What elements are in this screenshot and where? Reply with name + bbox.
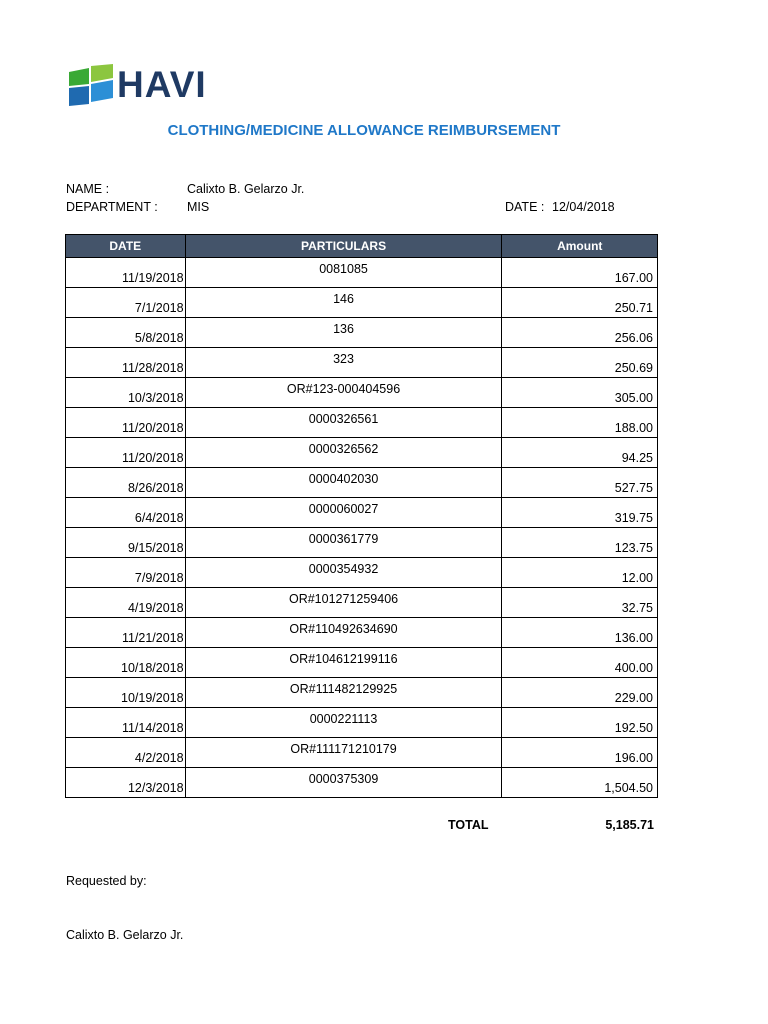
name-value: Calixto B. Gelarzo Jr. bbox=[187, 182, 305, 196]
table-row bbox=[66, 708, 658, 738]
table-row bbox=[66, 318, 658, 348]
table-row bbox=[66, 408, 658, 438]
table-row bbox=[66, 348, 658, 378]
total-label: TOTAL bbox=[448, 818, 489, 832]
row-particulars: 0000361779 bbox=[308, 532, 379, 546]
row-date-cell bbox=[66, 528, 186, 558]
havi-logo-mark-icon bbox=[69, 64, 115, 108]
row-amount: 229.00 bbox=[614, 691, 653, 705]
row-amount-cell bbox=[502, 708, 658, 738]
table-row bbox=[66, 738, 658, 768]
row-particulars-cell bbox=[185, 708, 502, 738]
row-amount-cell bbox=[502, 678, 658, 708]
row-amount: 167.00 bbox=[614, 271, 653, 285]
row-particulars-cell bbox=[185, 498, 502, 528]
row-amount: 256.06 bbox=[614, 331, 653, 345]
row-date: 11/19/2018 bbox=[121, 271, 184, 285]
row-date: 12/3/2018 bbox=[127, 781, 184, 795]
row-date: 10/19/2018 bbox=[121, 691, 184, 705]
row-particulars-cell bbox=[185, 468, 502, 498]
table-row bbox=[66, 648, 658, 678]
row-amount: 136.00 bbox=[614, 631, 653, 645]
row-date-cell bbox=[66, 708, 186, 738]
row-particulars-cell bbox=[185, 558, 502, 588]
row-date: 6/4/2018 bbox=[134, 511, 184, 525]
row-amount-cell bbox=[502, 768, 658, 798]
row-amount-cell bbox=[502, 468, 658, 498]
row-particulars-cell bbox=[185, 618, 502, 648]
row-date: 10/3/2018 bbox=[127, 391, 184, 405]
row-particulars: 0000326561 bbox=[308, 412, 379, 426]
row-particulars-cell bbox=[185, 378, 502, 408]
row-particulars-cell bbox=[185, 678, 502, 708]
row-particulars: 146 bbox=[333, 292, 354, 306]
row-date-cell bbox=[66, 498, 186, 528]
row-amount-cell bbox=[502, 288, 658, 318]
row-particulars: OR#123-000404596 bbox=[286, 382, 401, 396]
row-amount: 400.00 bbox=[614, 661, 653, 675]
row-date-cell bbox=[66, 408, 186, 438]
row-amount: 32.75 bbox=[621, 601, 653, 615]
row-date: 8/26/2018 bbox=[127, 481, 184, 495]
row-amount: 94.25 bbox=[621, 451, 653, 465]
row-particulars: OR#104612199116 bbox=[289, 652, 398, 666]
row-amount: 1,504.50 bbox=[604, 781, 653, 795]
page-title: CLOTHING/MEDICINE ALLOWANCE REIMBURSEMENT bbox=[167, 122, 561, 139]
row-date: 9/15/2018 bbox=[127, 541, 184, 555]
table-row bbox=[66, 468, 658, 498]
row-particulars-cell bbox=[185, 318, 502, 348]
row-date-cell bbox=[66, 438, 186, 468]
row-date-cell bbox=[66, 348, 186, 378]
table-row bbox=[66, 438, 658, 468]
row-date: 11/28/2018 bbox=[121, 361, 184, 375]
row-amount: 123.75 bbox=[614, 541, 653, 555]
row-date-cell bbox=[66, 378, 186, 408]
department-value: MIS bbox=[187, 200, 210, 214]
row-particulars-cell bbox=[185, 288, 502, 318]
row-particulars: 0000354932 bbox=[308, 562, 379, 576]
table-header-row bbox=[66, 235, 658, 258]
row-particulars: OR#111482129925 bbox=[289, 682, 398, 696]
row-particulars-cell bbox=[185, 258, 502, 288]
row-date-cell bbox=[66, 588, 186, 618]
row-amount-cell bbox=[502, 618, 658, 648]
reimbursement-table bbox=[65, 234, 658, 798]
row-particulars-cell bbox=[185, 438, 502, 468]
row-date-cell bbox=[66, 288, 186, 318]
row-amount-cell bbox=[502, 528, 658, 558]
row-date-cell bbox=[66, 468, 186, 498]
row-particulars-cell bbox=[185, 408, 502, 438]
row-particulars: OR#101271259406 bbox=[288, 592, 399, 606]
row-amount-cell bbox=[502, 588, 658, 618]
row-particulars-cell bbox=[185, 348, 502, 378]
row-amount: 250.69 bbox=[614, 361, 653, 375]
row-amount: 196.00 bbox=[614, 751, 653, 765]
row-particulars: OR#111171210179 bbox=[290, 742, 397, 756]
row-amount-cell bbox=[502, 498, 658, 528]
row-date: 11/20/2018 bbox=[121, 451, 184, 465]
row-particulars-cell bbox=[185, 648, 502, 678]
requested-by-label: Requested by: bbox=[66, 874, 147, 888]
table-row bbox=[66, 288, 658, 318]
table-row bbox=[66, 618, 658, 648]
row-date-cell bbox=[66, 258, 186, 288]
row-amount: 250.71 bbox=[614, 301, 653, 315]
row-amount: 305.00 bbox=[614, 391, 653, 405]
header-date: DATE bbox=[66, 235, 186, 258]
requester-name: Calixto B. Gelarzo Jr. bbox=[66, 928, 184, 942]
row-date: 11/20/2018 bbox=[121, 421, 184, 435]
row-date: 11/14/2018 bbox=[121, 721, 184, 735]
havi-logo bbox=[69, 64, 209, 108]
row-particulars: 0000402030 bbox=[308, 472, 379, 486]
row-particulars: 0081085 bbox=[319, 262, 368, 276]
row-particulars-cell bbox=[185, 768, 502, 798]
logo-text: HAVI bbox=[117, 64, 207, 105]
table-row bbox=[66, 768, 658, 798]
row-amount-cell bbox=[502, 558, 658, 588]
row-amount-cell bbox=[502, 738, 658, 768]
row-amount-cell bbox=[502, 318, 658, 348]
row-amount-cell bbox=[502, 378, 658, 408]
row-date-cell bbox=[66, 738, 186, 768]
date-label: DATE : bbox=[505, 200, 545, 214]
row-amount: 188.00 bbox=[614, 421, 653, 435]
row-date-cell bbox=[66, 768, 186, 798]
row-date: 4/2/2018 bbox=[134, 751, 184, 765]
row-amount-cell bbox=[502, 258, 658, 288]
row-date: 5/8/2018 bbox=[134, 331, 184, 345]
row-amount: 319.75 bbox=[614, 511, 653, 525]
header-particulars: PARTICULARS bbox=[185, 235, 502, 258]
row-amount: 192.50 bbox=[614, 721, 653, 735]
row-amount: 527.75 bbox=[614, 481, 653, 495]
row-particulars: 0000326562 bbox=[308, 442, 379, 456]
table-row bbox=[66, 558, 658, 588]
row-particulars: 323 bbox=[333, 352, 354, 366]
header-amount: Amount bbox=[502, 235, 658, 258]
row-particulars-cell bbox=[185, 528, 502, 558]
row-particulars: 0000375309 bbox=[308, 772, 379, 786]
table-row bbox=[66, 678, 658, 708]
row-date-cell bbox=[66, 678, 186, 708]
table-row bbox=[66, 498, 658, 528]
row-particulars-cell bbox=[185, 738, 502, 768]
row-date-cell bbox=[66, 558, 186, 588]
row-date-cell bbox=[66, 648, 186, 678]
row-amount-cell bbox=[502, 348, 658, 378]
row-date: 4/19/2018 bbox=[127, 601, 184, 615]
table-row bbox=[66, 528, 658, 558]
row-particulars: 0000060027 bbox=[308, 502, 379, 516]
row-date: 10/18/2018 bbox=[121, 661, 184, 675]
table-row bbox=[66, 378, 658, 408]
row-amount-cell bbox=[502, 438, 658, 468]
row-particulars: 136 bbox=[333, 322, 354, 336]
row-particulars: 0000221113 bbox=[309, 712, 378, 726]
table-row bbox=[66, 258, 658, 288]
row-amount-cell bbox=[502, 648, 658, 678]
row-date: 11/21/2018 bbox=[121, 631, 184, 645]
row-particulars-cell bbox=[185, 588, 502, 618]
date-value: 12/04/2018 bbox=[552, 200, 615, 214]
row-particulars: OR#110492634690 bbox=[289, 622, 398, 636]
row-amount: 12.00 bbox=[621, 571, 653, 585]
department-label: DEPARTMENT : bbox=[66, 200, 158, 214]
row-amount-cell bbox=[502, 408, 658, 438]
name-label: NAME : bbox=[66, 182, 110, 196]
total-value: 5,185.71 bbox=[605, 818, 654, 832]
table-row bbox=[66, 588, 658, 618]
row-date-cell bbox=[66, 618, 186, 648]
row-date-cell bbox=[66, 318, 186, 348]
row-date: 7/1/2018 bbox=[134, 301, 184, 315]
row-date: 7/9/2018 bbox=[134, 571, 184, 585]
